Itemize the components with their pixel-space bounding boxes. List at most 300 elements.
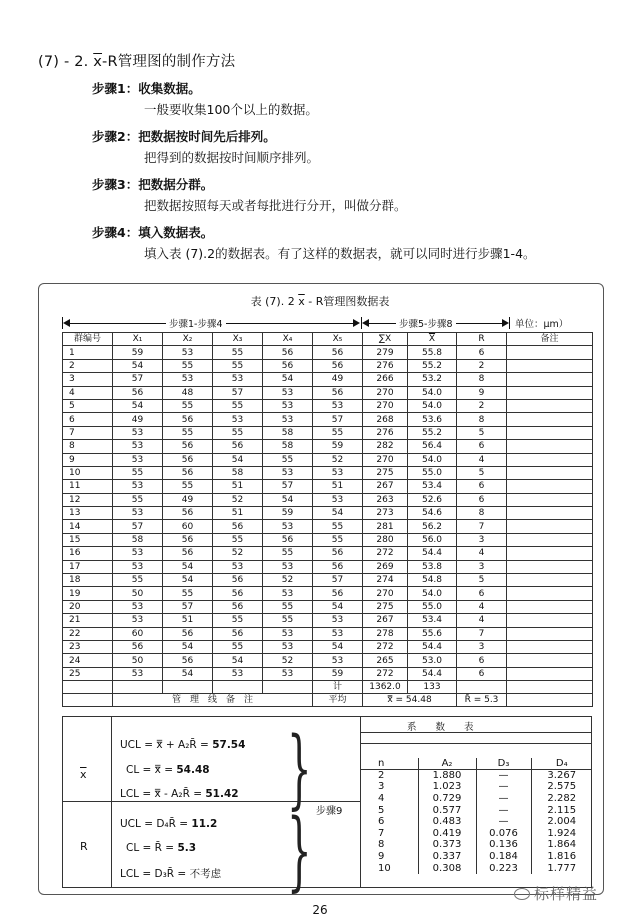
table-cell: 56 [313, 346, 363, 359]
table-cell: 54 [313, 600, 363, 613]
table-cell: 268 [363, 413, 408, 426]
table-cell: 56 [213, 600, 263, 613]
table-cell: 55.0 [408, 466, 457, 479]
step-title: 步骤1：收集数据。 [92, 81, 201, 96]
table-cell: 58 [113, 533, 163, 546]
table-cell: 16 [63, 547, 113, 560]
table-cell: 53 [263, 413, 313, 426]
table-cell: 59 [263, 507, 313, 520]
table-cell: 8 [457, 507, 507, 520]
header-cell: X₅ [313, 333, 363, 346]
table-row [63, 453, 593, 466]
coef-row [360, 828, 592, 840]
table-cell: 54 [163, 574, 213, 587]
coef-row [360, 816, 592, 828]
table-cell: 8 [457, 373, 507, 386]
table-cell: 20 [63, 600, 113, 613]
table-cell: 270 [363, 453, 408, 466]
table-cell: 55 [163, 426, 213, 439]
table-cell: 53.6 [408, 413, 457, 426]
table-cell: 274 [363, 574, 408, 587]
table-cell: 54 [163, 667, 213, 680]
header-cell: R [457, 333, 507, 346]
table-cell [507, 614, 593, 627]
table-cell: 56 [213, 587, 263, 600]
table-cell: 54.0 [408, 399, 457, 412]
table-row [63, 466, 593, 479]
heading-suffix: -R管理图的制作方法 [102, 54, 236, 70]
table-cell: 4 [457, 547, 507, 560]
table-cell: 23 [63, 640, 113, 653]
table-cell: 53.8 [408, 560, 457, 573]
table-row [63, 600, 593, 613]
table-cell: 53 [163, 346, 213, 359]
table-cell: 55 [163, 359, 213, 372]
table-cell: 270 [363, 386, 408, 399]
table-cell: 54 [313, 507, 363, 520]
table-cell: 53 [113, 453, 163, 466]
table-row [63, 614, 593, 627]
table-cell: 6 [457, 440, 507, 453]
table-cell: 60 [163, 520, 213, 533]
table-title-xbar: $\overline{x}$ [298, 295, 305, 308]
table-cell: 54.0 [408, 587, 457, 600]
coef-cell: — [476, 770, 531, 782]
coef-cell: 2.575 [531, 781, 592, 793]
table-cell: 7 [457, 627, 507, 640]
table-cell [507, 346, 593, 359]
page-number: 26 [312, 903, 328, 917]
coef-row [360, 781, 592, 793]
table-cell: 4 [63, 386, 113, 399]
average-label: 平均 [313, 694, 363, 707]
table-cell: 57 [313, 413, 363, 426]
table-cell: 57 [263, 480, 313, 493]
table-cell: 3 [457, 640, 507, 653]
table-cell: 273 [363, 507, 408, 520]
table-row [63, 440, 593, 453]
table-title-prefix: 表 (7). 2 [250, 295, 299, 308]
coef-cell: 0.136 [476, 839, 531, 851]
coef-cell: 1.864 [531, 839, 592, 851]
table-cell: 51 [313, 480, 363, 493]
table-cell: 55 [213, 640, 263, 653]
table-title [0, 293, 640, 309]
table-cell: 270 [363, 399, 408, 412]
table-row [63, 520, 593, 533]
step-desc: 填入表 (7).2的数据表。有了这样的数据表，就可以同时进行步骤1-4。 [144, 246, 536, 261]
table-cell: 53 [213, 560, 263, 573]
coef-row [360, 851, 592, 863]
table-cell [507, 547, 593, 560]
total-sum: 1362.0 [363, 681, 408, 694]
table-cell: 54.4 [408, 547, 457, 560]
coef-title: 系 数 表 [407, 722, 474, 733]
table-row [63, 373, 593, 386]
cl-x-formula: CL = x̿ = 54.48 [126, 764, 210, 776]
table-cell: 55 [313, 533, 363, 546]
table-cell: 49 [313, 373, 363, 386]
table-cell: 4 [457, 600, 507, 613]
table-cell: 55 [263, 453, 313, 466]
table-cell: 57 [113, 373, 163, 386]
table-cell: 55 [113, 574, 163, 587]
table-cell: 2 [457, 359, 507, 372]
table-cell: 55 [163, 399, 213, 412]
table-cell: 55 [313, 520, 363, 533]
table-cell: 25 [63, 667, 113, 680]
table-cell: 9 [457, 386, 507, 399]
table-row [63, 533, 593, 546]
table-cell [507, 507, 593, 520]
table-cell: 53 [113, 667, 163, 680]
table-cell: 270 [363, 587, 408, 600]
table-cell: 279 [363, 346, 408, 359]
table-cell: 55 [213, 359, 263, 372]
coef-cell: 9 [378, 851, 385, 863]
table-cell: 2 [63, 359, 113, 372]
table-cell: 54 [213, 453, 263, 466]
step-desc: 一般要收集100个以上的数据。 [144, 102, 318, 117]
coef-cell: 8 [378, 839, 385, 851]
table-row [63, 627, 593, 640]
table-cell: 56 [213, 440, 263, 453]
arrow-right-icon [353, 319, 360, 327]
table-cell: 53 [113, 440, 163, 453]
table-cell: 55.2 [408, 426, 457, 439]
arrow-right-icon [502, 319, 509, 327]
control-note-label: 管 理 线 备 注 [113, 694, 313, 707]
table-cell: 10 [63, 466, 113, 479]
table-cell: 54 [263, 493, 313, 506]
table-cell: 55.8 [408, 346, 457, 359]
table-cell: 56 [213, 520, 263, 533]
table-cell: 56 [163, 547, 213, 560]
table-cell [507, 373, 593, 386]
average-row [63, 694, 593, 707]
total-row [63, 681, 593, 694]
brace-upper-icon: } [287, 719, 312, 819]
coef-cell: 6 [378, 816, 385, 828]
table-cell: 266 [363, 373, 408, 386]
table-cell: 56.2 [408, 520, 457, 533]
table-cell: 53 [263, 587, 313, 600]
table-cell: 54 [313, 640, 363, 653]
table-row [63, 493, 593, 506]
table-row [63, 654, 593, 667]
table-cell: 55.2 [408, 359, 457, 372]
table-cell: 58 [213, 466, 263, 479]
table-cell: 52 [213, 493, 263, 506]
table-cell: 9 [63, 453, 113, 466]
table-cell: 56 [113, 640, 163, 653]
heading-prefix: (7) - 2. [38, 54, 94, 70]
table-cell: 53 [213, 373, 263, 386]
table-cell: 53 [313, 493, 363, 506]
table-header-row [63, 333, 593, 346]
coef-cell: 3 [378, 781, 385, 793]
step-item [92, 174, 612, 216]
table-cell: 54 [113, 399, 163, 412]
step-title: 步骤2：把数据按时间先后排列。 [92, 129, 276, 144]
table-cell: 6 [457, 480, 507, 493]
lcl-x-formula: LCL = x̿ - A₂R̄ = 51.42 [120, 788, 239, 800]
coef-header-cell: D₄ [531, 758, 592, 770]
brace-lower-icon: } [287, 801, 312, 901]
table-cell: 15 [63, 533, 113, 546]
table-cell: 57 [113, 520, 163, 533]
table-cell: 55 [113, 466, 163, 479]
coef-cell: — [476, 804, 531, 816]
watermark: 标样精益 [514, 883, 598, 904]
step-desc: 把数据按照每天或者每批进行分开，叫做分群。 [144, 198, 407, 213]
table-cell: 272 [363, 667, 408, 680]
coef-cell: 0.337 [418, 851, 476, 863]
table-cell: 54 [163, 640, 213, 653]
table-cell: 269 [363, 560, 408, 573]
table-cell: 56 [313, 560, 363, 573]
total-r: 133 [408, 681, 457, 694]
header-cell: $\overline{X}$ [408, 333, 457, 346]
coef-cell: 0.373 [418, 839, 476, 851]
table-cell: 53.4 [408, 480, 457, 493]
table-cell: 56 [313, 547, 363, 560]
table-cell: 49 [113, 413, 163, 426]
table-cell: 53 [113, 480, 163, 493]
table-cell: 54 [213, 654, 263, 667]
coef-cell: 5 [378, 804, 385, 816]
table-row [63, 480, 593, 493]
table-cell: 56 [213, 574, 263, 587]
coef-header-cell: n [360, 758, 418, 770]
table-cell: 3 [63, 373, 113, 386]
table-cell: 55 [213, 533, 263, 546]
table-cell: 18 [63, 574, 113, 587]
coef-cell: 0.076 [476, 828, 531, 840]
table-cell [507, 533, 593, 546]
table-cell [507, 600, 593, 613]
coef-row [360, 862, 592, 874]
coef-title-row [360, 732, 592, 744]
step-range-indicator [62, 314, 592, 332]
table-cell: 60 [113, 627, 163, 640]
table-cell [507, 426, 593, 439]
table-cell [507, 493, 593, 506]
table-cell: 56.0 [408, 533, 457, 546]
table-cell: 54 [113, 359, 163, 372]
table-cell: 53 [263, 640, 313, 653]
r-label: R [80, 840, 88, 853]
step-desc: 把得到的数据按时间顺序排列。 [144, 150, 320, 165]
coef-cell: 1.880 [418, 770, 476, 782]
coef-table [360, 758, 592, 874]
table-cell: 50 [113, 587, 163, 600]
coef-cell: 4 [378, 793, 385, 805]
table-cell: 53 [113, 507, 163, 520]
table-row [63, 587, 593, 600]
table-cell: 5 [457, 574, 507, 587]
table-cell: 55 [113, 493, 163, 506]
table-cell: 58 [263, 426, 313, 439]
table-cell: 57 [313, 574, 363, 587]
table-cell: 54.4 [408, 640, 457, 653]
coef-cell: 2.282 [531, 793, 592, 805]
table-cell [507, 440, 593, 453]
table-cell: 22 [63, 627, 113, 640]
table-cell: 57 [213, 386, 263, 399]
range-right-label: 步骤5-步骤8 [396, 316, 456, 330]
step9-label: 步骤9 [316, 806, 343, 817]
table-cell: 4 [457, 614, 507, 627]
table-cell: 6 [63, 413, 113, 426]
table-cell: 59 [113, 346, 163, 359]
table-cell: 56 [263, 346, 313, 359]
table-cell: 52 [213, 547, 263, 560]
table-cell: 53 [313, 466, 363, 479]
header-cell: X₁ [113, 333, 163, 346]
table-cell: 54.8 [408, 574, 457, 587]
coef-cell: 1.816 [531, 851, 592, 863]
step-item [92, 222, 612, 264]
table-cell: 3 [457, 533, 507, 546]
ucl-x-formula: UCL = x̿ + A₂R̄ = 57.54 [120, 739, 246, 751]
unit-label: 单位：μm） [512, 316, 571, 330]
table-cell [507, 640, 593, 653]
table-cell: 276 [363, 359, 408, 372]
table-cell [507, 587, 593, 600]
coef-cell: 0.483 [418, 816, 476, 828]
table-cell: 55 [263, 600, 313, 613]
table-cell: 53 [313, 614, 363, 627]
table-cell: 52 [313, 453, 363, 466]
coef-cell: 0.223 [476, 862, 531, 874]
coef-row [360, 839, 592, 851]
xbar-label-cell [62, 716, 112, 802]
table-cell: 53 [263, 667, 313, 680]
table-cell: 8 [457, 413, 507, 426]
table-row [63, 399, 593, 412]
table-cell: 56 [163, 507, 213, 520]
table-cell: 56 [313, 587, 363, 600]
table-cell: 56 [163, 453, 213, 466]
table-cell: 13 [63, 507, 113, 520]
table-cell: 55 [163, 587, 213, 600]
table-row [63, 667, 593, 680]
table-cell: 52.6 [408, 493, 457, 506]
table-cell: 58 [263, 440, 313, 453]
table-cell: 265 [363, 654, 408, 667]
coef-cell: — [476, 816, 531, 828]
step-title: 步骤3：把数据分群。 [92, 177, 214, 192]
table-cell [507, 654, 593, 667]
table-cell: 1 [63, 346, 113, 359]
coef-cell: 0.729 [418, 793, 476, 805]
coef-cell: 1.777 [531, 862, 592, 874]
table-cell: 55 [213, 346, 263, 359]
table-cell: 50 [113, 654, 163, 667]
table-cell: 59 [313, 440, 363, 453]
table-cell: 6 [457, 667, 507, 680]
table-cell: 55 [213, 426, 263, 439]
table-cell: 56.4 [408, 440, 457, 453]
table-cell: 5 [63, 399, 113, 412]
table-cell: 56 [163, 627, 213, 640]
coef-header-cell: A₂ [418, 758, 476, 770]
table-cell [507, 453, 593, 466]
table-cell: 267 [363, 480, 408, 493]
table-cell [507, 386, 593, 399]
xbar-label: $\overline{x}$ [80, 768, 87, 781]
table-cell [507, 359, 593, 372]
range-tick [509, 317, 510, 329]
table-row [63, 386, 593, 399]
cl-r-formula: CL = R̄ = 5.3 [126, 842, 197, 854]
table-cell: 53 [263, 466, 313, 479]
coef-cell: 0.419 [418, 828, 476, 840]
average-rbar: R̄ = 5.3 [457, 694, 507, 707]
table-cell: 49 [163, 493, 213, 506]
table-cell [507, 466, 593, 479]
table-cell: 2 [457, 399, 507, 412]
table-cell: 54.6 [408, 507, 457, 520]
header-cell: 备注 [507, 333, 593, 346]
table-row [63, 640, 593, 653]
coef-cell: 2 [378, 770, 385, 782]
heading-xbar: $\overline{x}$ [93, 54, 103, 70]
table-cell: 56 [163, 413, 213, 426]
table-cell [507, 627, 593, 640]
coef-header-cell: D₃ [476, 758, 531, 770]
table-cell: 272 [363, 640, 408, 653]
table-cell: 278 [363, 627, 408, 640]
table-cell [507, 574, 593, 587]
table-cell: 14 [63, 520, 113, 533]
table-cell: 55.6 [408, 627, 457, 640]
table-cell: 263 [363, 493, 408, 506]
table-cell [507, 560, 593, 573]
range-left-label: 步骤1-步骤4 [166, 316, 226, 330]
table-row [63, 560, 593, 573]
coef-row [360, 804, 592, 816]
ucl-r-formula: UCL = D₄R̄ = 11.2 [120, 818, 218, 830]
coef-cell: — [476, 781, 531, 793]
coef-header-row [360, 758, 592, 770]
table-cell: 55 [213, 399, 263, 412]
table-cell: 56 [313, 359, 363, 372]
table-cell: 54 [263, 373, 313, 386]
step-title: 步骤4：填入数据表。 [92, 225, 214, 240]
table-cell: 8 [63, 440, 113, 453]
table-cell: 55.0 [408, 600, 457, 613]
table-cell: 281 [363, 520, 408, 533]
section-heading [38, 50, 235, 71]
table-cell: 56 [163, 466, 213, 479]
table-cell: 24 [63, 654, 113, 667]
table-cell: 56 [113, 386, 163, 399]
table-cell: 53 [113, 560, 163, 573]
table-cell: 282 [363, 440, 408, 453]
table-cell: 54.0 [408, 453, 457, 466]
table-cell: 48 [163, 386, 213, 399]
table-cell: 53.0 [408, 654, 457, 667]
header-cell: 群编号 [63, 333, 113, 346]
table-row [63, 426, 593, 439]
coef-cell: 0.577 [418, 804, 476, 816]
table-cell: 56 [163, 654, 213, 667]
table-cell: 53 [313, 399, 363, 412]
step-item [92, 126, 612, 168]
table-cell: 272 [363, 547, 408, 560]
